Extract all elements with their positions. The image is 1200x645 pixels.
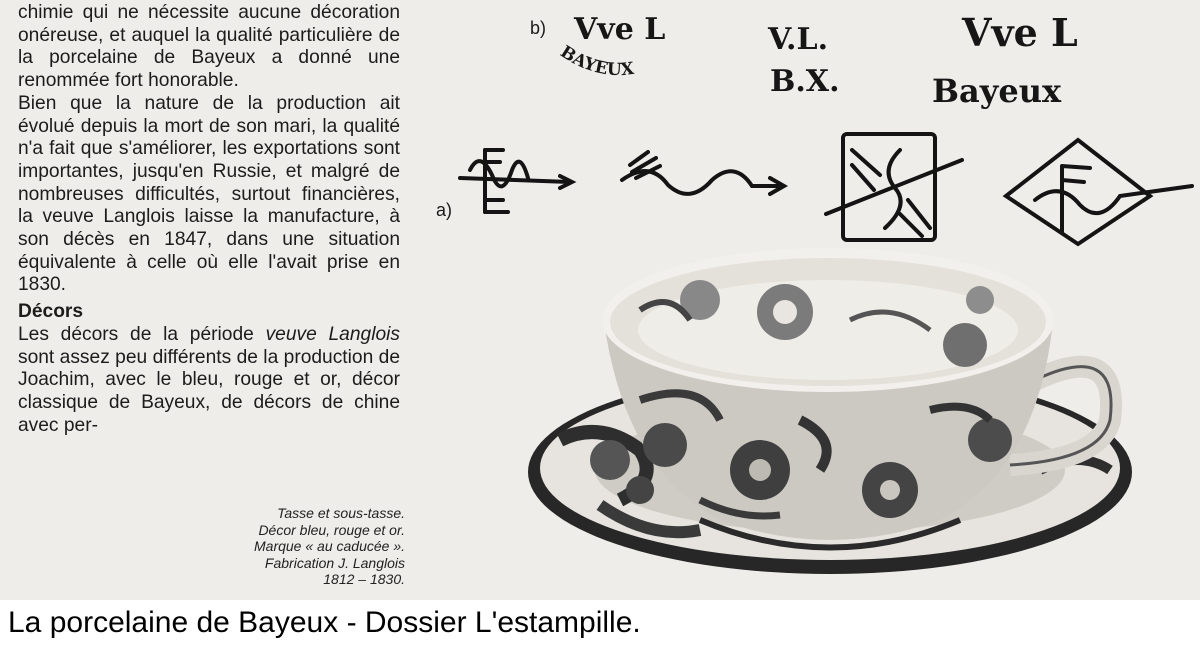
stamp-1-mark <box>557 42 636 80</box>
caption-line-4: Fabrication J. Langlois <box>264 554 405 571</box>
stamp-1-arc-text <box>557 42 636 80</box>
stamp-3-line-2: Bayeux <box>932 72 1062 110</box>
caption-line-2: Décor bleu, rouge et or. <box>258 521 405 538</box>
label-b: b) <box>530 18 547 38</box>
stamp-3-line-1: Vve L <box>962 10 1078 55</box>
caduceus-mark-4 <box>1006 140 1192 244</box>
footer-title: La porcelaine de Bayeux - Dossier L'estampille. <box>8 606 641 639</box>
paragraph-3-start: Les décors de la période <box>18 323 266 345</box>
paragraph-1: chimie qui ne nécessite aucune décoration onéreuse, et auquel la qualité particulière de la porcelaine de Bayeux a donné une renommée fort honorable. <box>18 2 400 92</box>
label-a: a) <box>436 200 453 220</box>
stamp-1-top: Vve L <box>574 12 666 47</box>
caption-line-1: Tasse et sous-tasse. <box>277 505 405 521</box>
paragraph-3-end: sont assez peu différents de la production de Joachim, avec le bleu, rouge et or, décor classique de Bayeux, de décors de chine avec per- <box>18 346 400 436</box>
caduceus-mark-2 <box>622 152 784 194</box>
stamp-2-line-1: V.L. <box>768 22 829 57</box>
caption-line-3: Marque « au caducée ». <box>254 538 405 554</box>
paragraph-3-emphasis: veuve Langlois <box>265 323 400 345</box>
section-heading: Décors <box>18 301 84 323</box>
caduceus-mark-3 <box>826 134 962 240</box>
stamp-2-line-2: B.X. <box>770 64 840 99</box>
paragraph-2: Bien que la nature de la production ait évolué depuis la mort de son mari, la qualité n'a fait que s'améliorer, les exportations sont importantes, jusqu'en Russie, et malgré de nombreuses difficultés, surtout financières, la veuve Langlois laisse la manufacture, à son décès en 1847, dans une situation équivalente à celle où elle l'avait prise en 1830. <box>18 92 400 296</box>
stamp-1-arc-path-text: BAYEUX <box>556 41 636 81</box>
caption-line-5: 1812 – 1830. <box>323 571 405 587</box>
caduceus-mark-1 <box>460 150 572 212</box>
